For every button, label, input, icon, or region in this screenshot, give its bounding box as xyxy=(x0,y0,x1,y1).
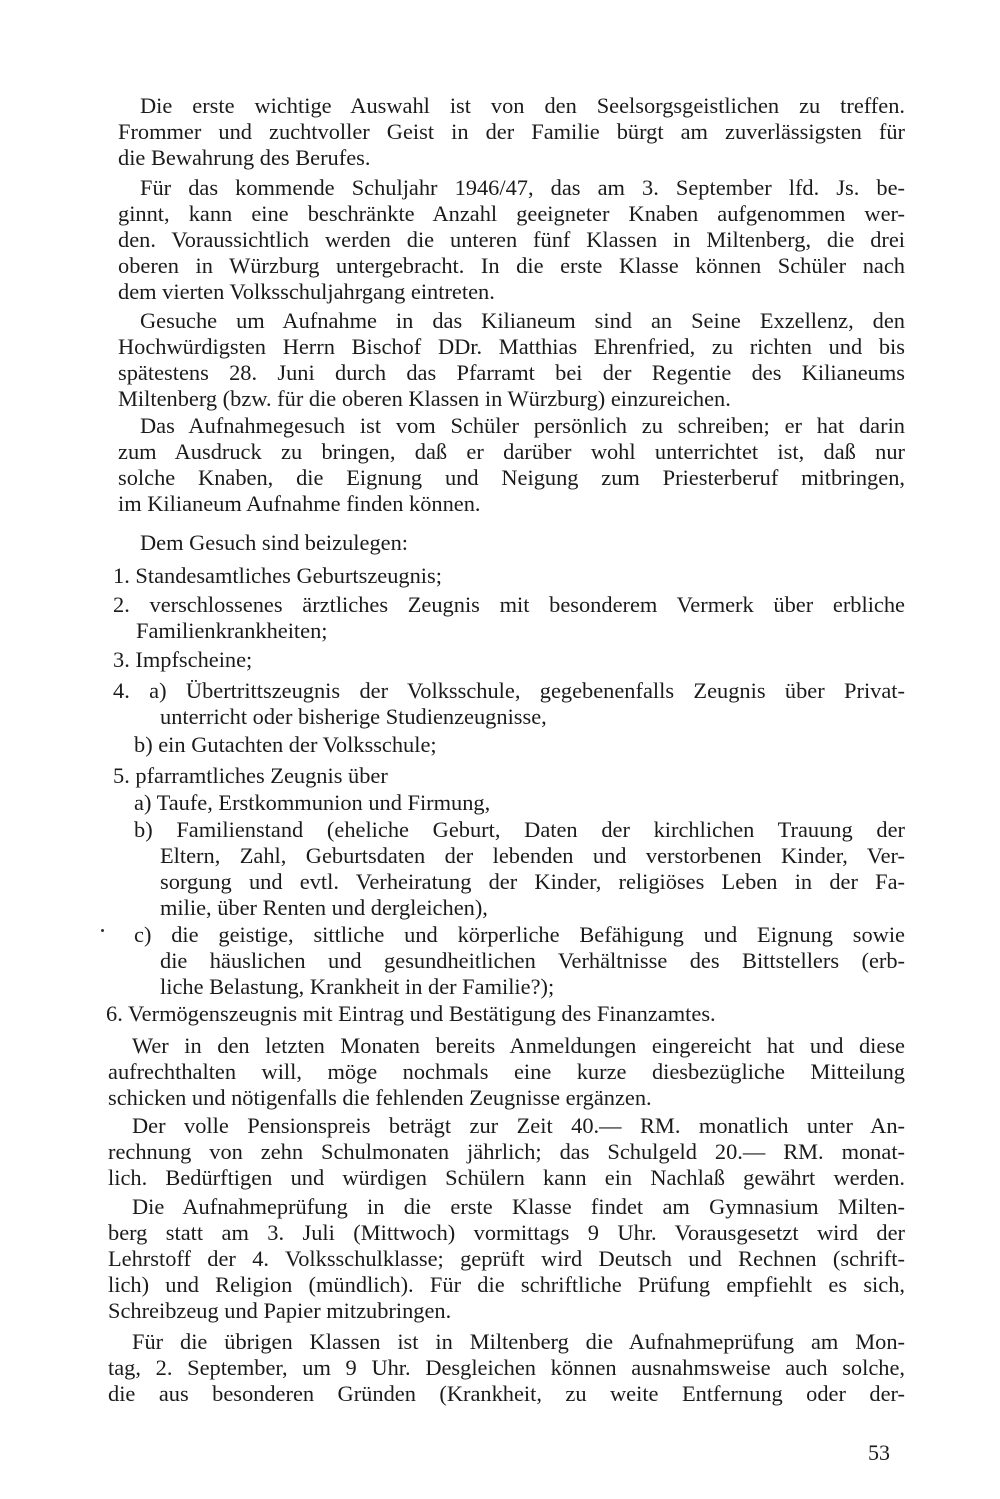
text-line: lich) und Religion (mündlich). Für die schriftliche Prüfung empfiehlt es sich, xyxy=(108,1272,905,1297)
list-item-continuation: unterricht oder bisherige Studienzeugnisse, xyxy=(160,704,547,729)
text-line: die aus besonderen Gründen (Krankheit, zu weite Entfernung oder der- xyxy=(108,1381,905,1406)
list-item: 5. pfarramtliches Zeugnis über xyxy=(113,763,388,788)
text-line: schicken und nötigenfalls die fehlenden Zeugnisse ergänzen. xyxy=(108,1085,652,1110)
list-item: 2. verschlossenes ärztliches Zeugnis mit besonderem Vermerk über erbliche xyxy=(113,592,905,617)
list-item: 1. Standesamtliches Geburtszeugnis; xyxy=(113,563,442,588)
text-line: lich. Bedürftigen und würdigen Schülern kann ein Nachlaß gewährt werden. xyxy=(108,1165,905,1190)
text-line: tag, 2. September, um 9 Uhr. Desgleichen können ausnahmsweise auch solche, xyxy=(108,1355,905,1380)
text-line: oberen in Würzburg untergebracht. In die erste Klasse können Schüler nach xyxy=(118,253,905,278)
list-subitem: a) Taufe, Erstkommunion und Firmung, xyxy=(134,790,491,815)
text-line: Miltenberg (bzw. für die oberen Klassen in Würzburg) einzureichen. xyxy=(118,386,731,411)
text-line: rechnung von zehn Schulmonaten jährlich; das Schulgeld 20.— RM. monat- xyxy=(108,1139,905,1164)
list-intro: Dem Gesuch sind beizulegen: xyxy=(140,530,408,555)
list-item-continuation: milie, über Renten und dergleichen), xyxy=(160,895,488,920)
list-item-continuation: Eltern, Zahl, Geburtsdaten der lebenden und verstorbenen Kinder, Ver- xyxy=(160,843,905,868)
list-subitem: c) die geistige, sittliche und körperliche Befähigung und Eignung sowie xyxy=(134,922,905,947)
list-item: 3. Impfscheine; xyxy=(113,647,253,672)
margin-mark xyxy=(101,929,104,932)
text-line: berg statt am 3. Juli (Mittwoch) vormittags 9 Uhr. Vorausgesetzt wird der xyxy=(108,1220,905,1245)
list-subitem: b) ein Gutachten der Volksschule; xyxy=(134,732,437,757)
text-line: Wer in den letzten Monaten bereits Anmeldungen eingereicht hat und diese xyxy=(132,1033,905,1058)
text-line: Lehrstoff der 4. Volksschulklasse; geprüft wird Deutsch und Rechnen (schrift- xyxy=(108,1246,905,1271)
text-line: spätestens 28. Juni durch das Pfarramt bei der Regentie des Kilianeums xyxy=(118,360,905,385)
text-line: Gesuche um Aufnahme in das Kilianeum sind an Seine Exzellenz, den xyxy=(140,308,905,333)
list-item-continuation: die häuslichen und gesundheitlichen Verhältnisse des Bittstellers (erb- xyxy=(160,948,905,973)
list-item: 6. Vermögenszeugnis mit Eintrag und Bestätigung des Finanzamtes. xyxy=(106,1001,716,1026)
text-line: solche Knaben, die Eignung und Neigung zum Priesterberuf mitbringen, xyxy=(118,465,905,490)
list-item-continuation: sorgung und evtl. Verheiratung der Kinder, religiöses Leben in der Fa- xyxy=(160,869,905,894)
text-line: die Bewahrung des Berufes. xyxy=(118,145,371,170)
text-line: dem vierten Volksschuljahrgang eintreten. xyxy=(118,279,495,304)
page-number: 53 xyxy=(868,1440,890,1465)
text-line: Für das kommende Schuljahr 1946/47, das am 3. September lfd. Js. be- xyxy=(140,175,905,200)
text-line: Die erste wichtige Auswahl ist von den Seelsorgsgeistlichen zu treffen. xyxy=(140,93,905,118)
text-line: den. Voraussichtlich werden die unteren fünf Klassen in Miltenberg, die drei xyxy=(118,227,905,252)
text-line: aufrechthalten will, möge nochmals eine kurze diesbezügliche Mitteilung xyxy=(108,1059,905,1084)
text-line: zum Ausdruck zu bringen, daß er darüber wohl unterrichtet ist, daß nur xyxy=(118,439,905,464)
list-subitem: b) Familienstand (eheliche Geburt, Daten der kirchlichen Trauung der xyxy=(134,817,905,842)
text-line: Die Aufnahmeprüfung in die erste Klasse findet am Gymnasium Milten- xyxy=(132,1194,905,1219)
text-line: Hochwürdigsten Herrn Bischof DDr. Matthias Ehrenfried, zu richten und bis xyxy=(118,334,905,359)
text-line: Schreibzeug und Papier mitzubringen. xyxy=(108,1298,452,1323)
list-item-continuation: liche Belastung, Krankheit in der Familie?); xyxy=(160,974,555,999)
text-line: Frommer und zuchtvoller Geist in der Familie bürgt am zuverlässigsten für xyxy=(118,119,905,144)
list-item-continuation: Familienkrankheiten; xyxy=(136,618,328,643)
text-line: im Kilianeum Aufnahme finden können. xyxy=(118,491,481,516)
text-line: Für die übrigen Klassen ist in Miltenberg die Aufnahmeprüfung am Mon- xyxy=(132,1329,905,1354)
list-item: 4. a) Übertrittszeugnis der Volksschule, gegebenenfalls Zeugnis über Privat- xyxy=(113,678,905,703)
text-line: ginnt, kann eine beschränkte Anzahl geeigneter Knaben aufgenommen wer- xyxy=(118,201,905,226)
text-line: Das Aufnahmegesuch ist vom Schüler persönlich zu schreiben; er hat darin xyxy=(140,413,905,438)
text-line: Der volle Pensionspreis beträgt zur Zeit 40.— RM. monatlich unter An- xyxy=(132,1113,905,1138)
